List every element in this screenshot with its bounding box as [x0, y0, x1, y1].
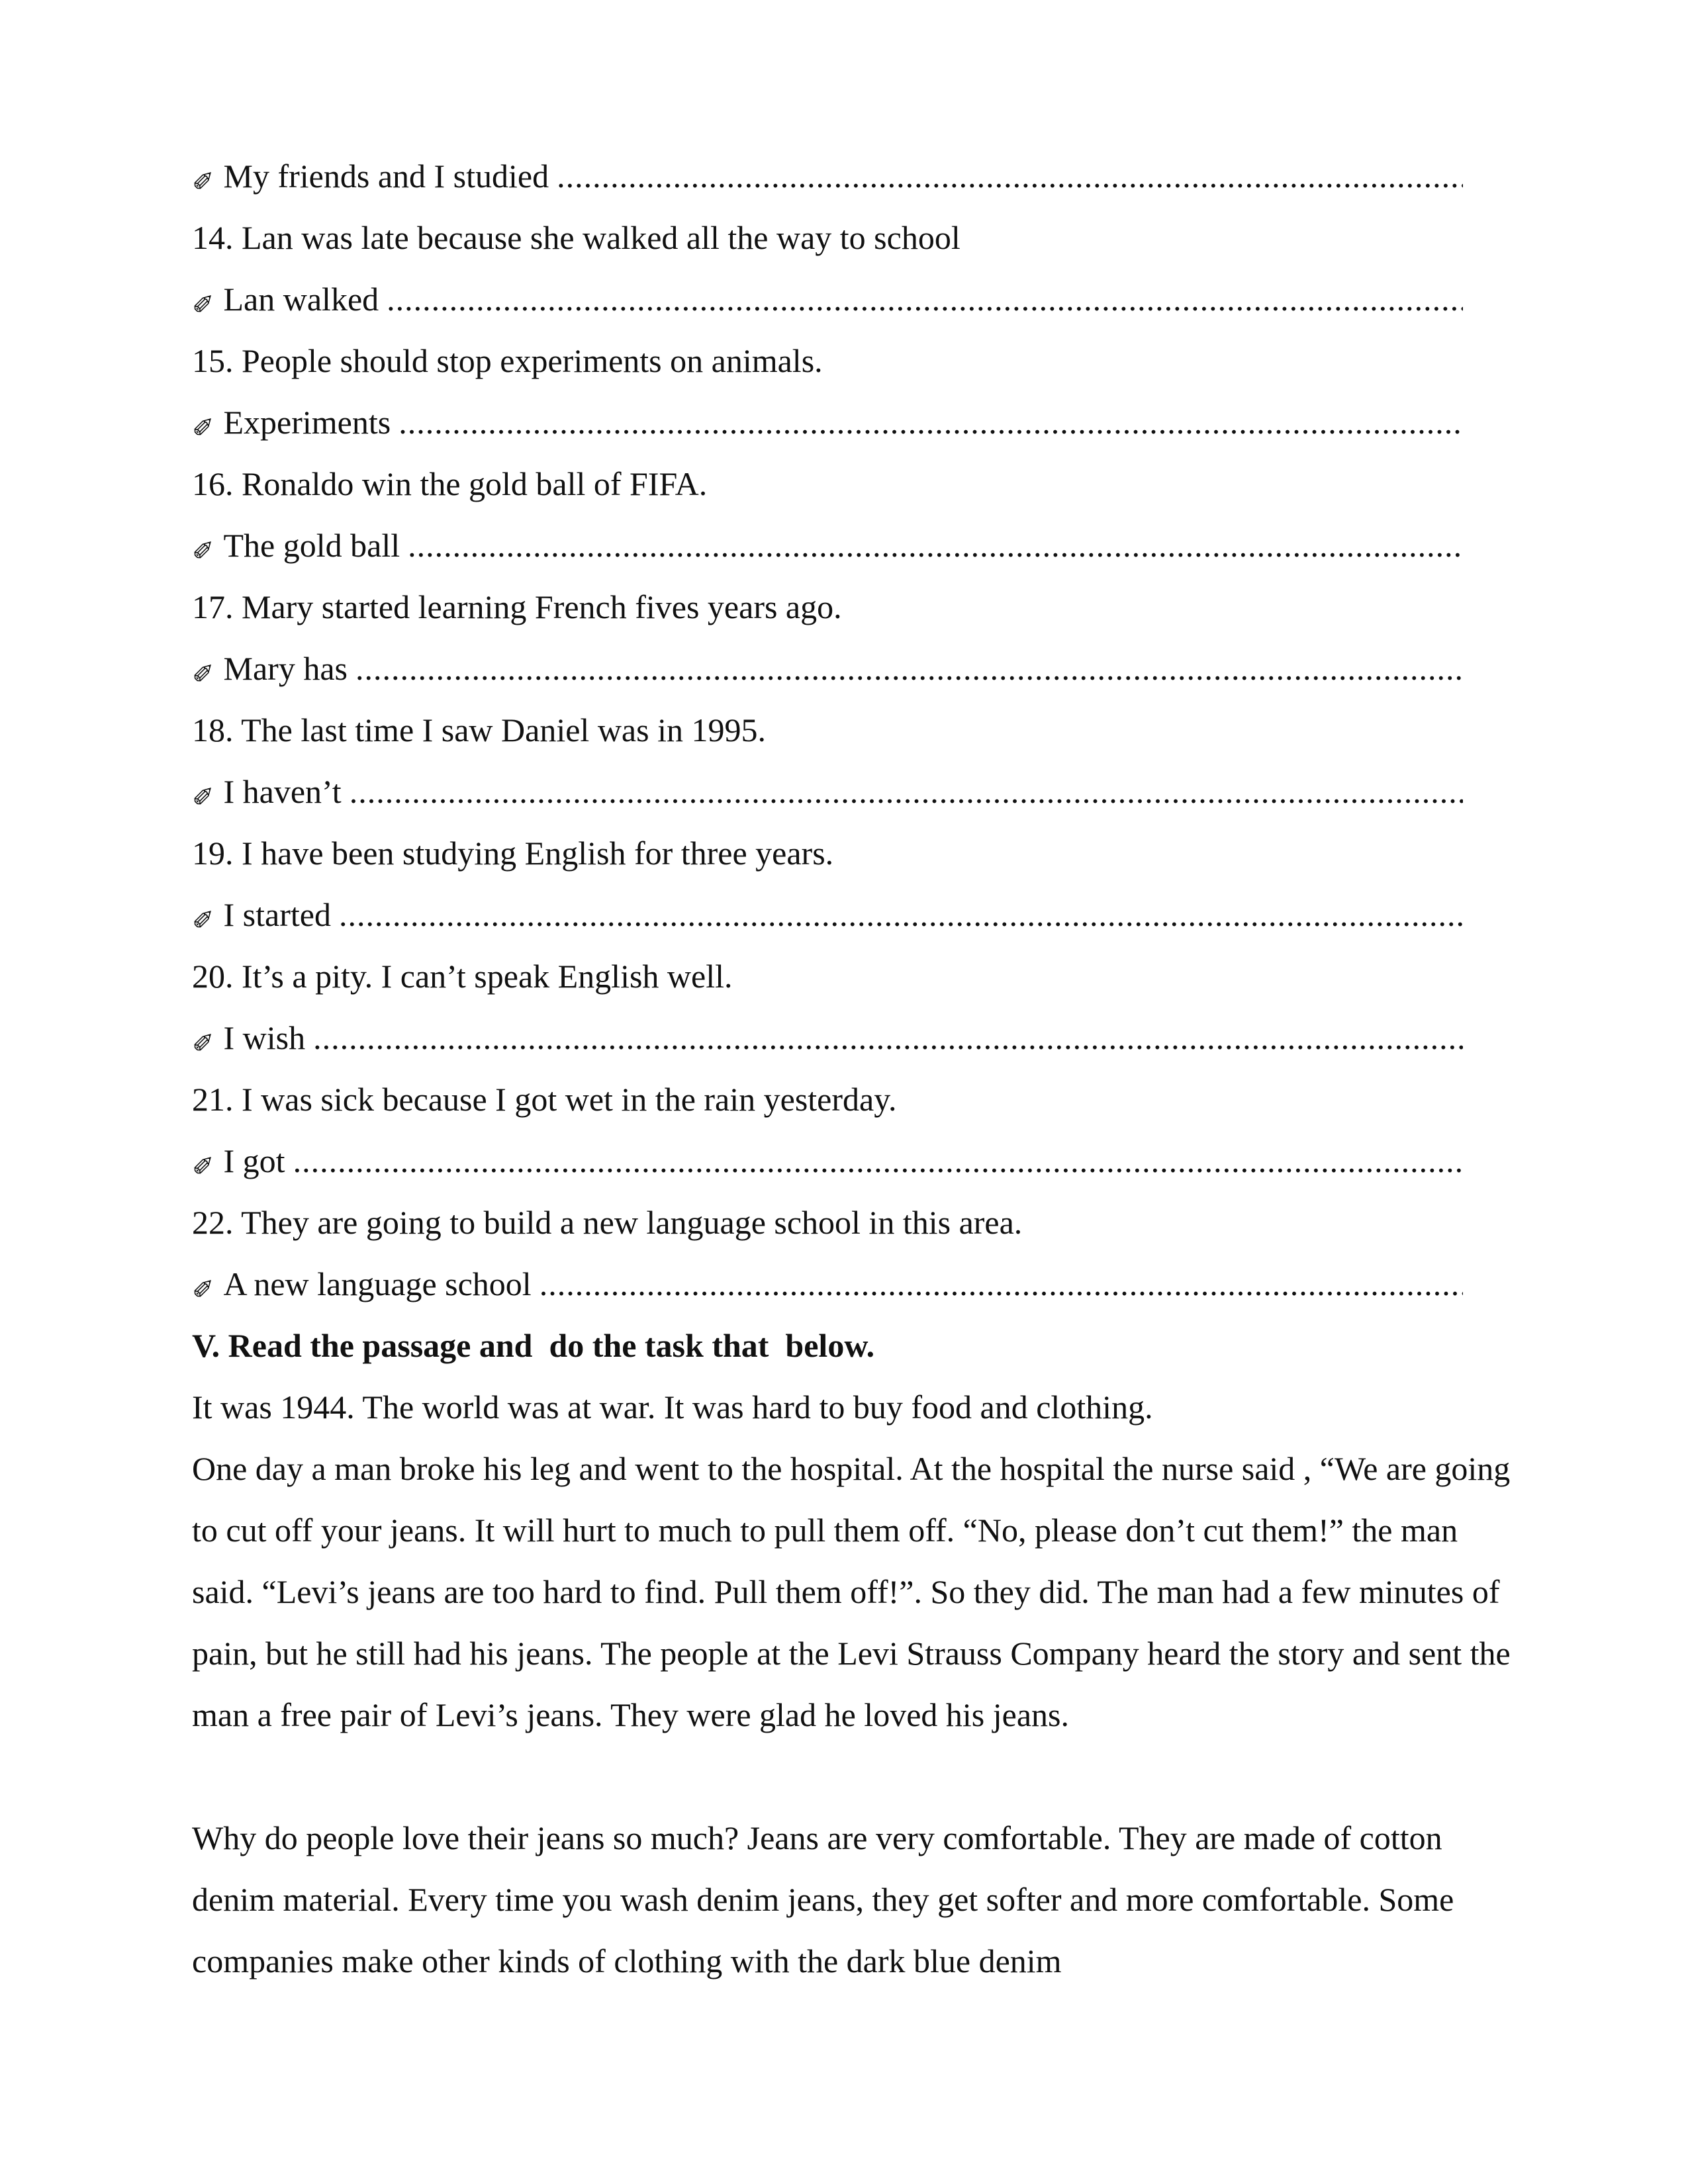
- answer-blank-20[interactable]: [313, 1018, 1463, 1058]
- pencil-icon: ✎: [192, 410, 214, 440]
- answer-blank-18[interactable]: [350, 772, 1463, 811]
- pencil-icon: ✎: [192, 903, 214, 933]
- pencil-icon: ✎: [192, 287, 214, 317]
- question-15: 15. People should stop experiments on animals.: [192, 342, 823, 379]
- answer-line-21: [192, 1141, 1463, 1183]
- answer-blank-21[interactable]: [293, 1141, 1463, 1181]
- question-22: 22. They are going to build a new language school in this area.: [192, 1204, 1023, 1241]
- question-17: 17. Mary started learning French fives years ago.: [192, 588, 842, 625]
- answer-stem-17: Mary has: [223, 650, 348, 687]
- answer-line-20: [192, 1018, 1463, 1060]
- section-v-heading: V. Read the passage and do the task that below.: [192, 1327, 875, 1364]
- passage-paragraph-3: Why do people love their jeans so much? Jeans are very comfortable. They are made of cotton denim material. Every time you wash denim jeans, they get softer and more comfortable. Some companies make other kinds of clothing with the dark blue denim: [192, 1819, 1454, 1979]
- answer-line-15: [192, 402, 1463, 445]
- answer-blank-22[interactable]: [539, 1264, 1463, 1304]
- answer-stem-16: The gold ball: [223, 527, 400, 564]
- answer-line-16: [192, 525, 1463, 568]
- answer-stem-15: Experiments: [223, 404, 391, 441]
- answer-stem-20: I wish: [223, 1019, 306, 1056]
- answer-blank-14[interactable]: [387, 279, 1463, 319]
- question-14: 14. Lan was late because she walked all the way to school: [192, 219, 961, 256]
- answer-stem-22: A new language school: [223, 1265, 532, 1302]
- question-19: 19. I have been studying English for three years.: [192, 835, 834, 872]
- pencil-icon: ✎: [192, 1149, 214, 1179]
- answer-blank-15[interactable]: [399, 402, 1463, 442]
- answer-blank-19[interactable]: [339, 895, 1463, 934]
- answer-stem-18: I haven’t: [223, 773, 342, 810]
- pencil-icon: ✎: [192, 1272, 214, 1302]
- passage-paragraph-1: It was 1944. The world was at war. It was hard to buy food and clothing.: [192, 1388, 1153, 1426]
- pencil-icon: ✎: [192, 533, 214, 563]
- answer-blank-16[interactable]: [408, 525, 1463, 565]
- answer-line-22: [192, 1264, 1463, 1306]
- answer-blank-13[interactable]: [557, 156, 1463, 196]
- pencil-icon: ✎: [192, 1026, 214, 1056]
- answer-line-13: [192, 156, 1463, 199]
- answer-line-14: [192, 279, 1463, 322]
- answer-stem-21: I got: [223, 1142, 285, 1179]
- pencil-icon: ✎: [192, 164, 214, 194]
- passage-paragraph-2: One day a man broke his leg and went to the hospital. At the hospital the nurse said , “We are going to cut off your jeans. It will hurt to much to pull them off. “No, please don’t cut them!” the man said. “Levi’s jeans are too hard to find. Pull them off!”. So they did. The man had a few minutes of pain, but he still had his jeans. The people at the Levi Strauss Company heard the story and sent the man a free pair of Levi’s jeans. They were glad he loved his jeans.: [192, 1450, 1511, 1733]
- question-18: 18. The last time I saw Daniel was in 1995.: [192, 711, 766, 749]
- answer-stem-14: Lan walked: [223, 281, 379, 318]
- answer-line-17: [192, 649, 1463, 691]
- pencil-icon: ✎: [192, 780, 214, 809]
- pencil-icon: ✎: [192, 657, 214, 686]
- answer-stem-13: My friends and I studied: [223, 158, 549, 195]
- question-16: 16. Ronaldo win the gold ball of FIFA.: [192, 465, 708, 502]
- answer-blank-17[interactable]: [355, 649, 1463, 688]
- answer-stem-19: I started: [223, 896, 331, 933]
- answer-line-18: [192, 772, 1463, 814]
- question-20: 20. It’s a pity. I can’t speak English well.: [192, 958, 733, 995]
- question-21: 21. I was sick because I got wet in the rain yesterday.: [192, 1081, 897, 1118]
- answer-line-19: [192, 895, 1463, 937]
